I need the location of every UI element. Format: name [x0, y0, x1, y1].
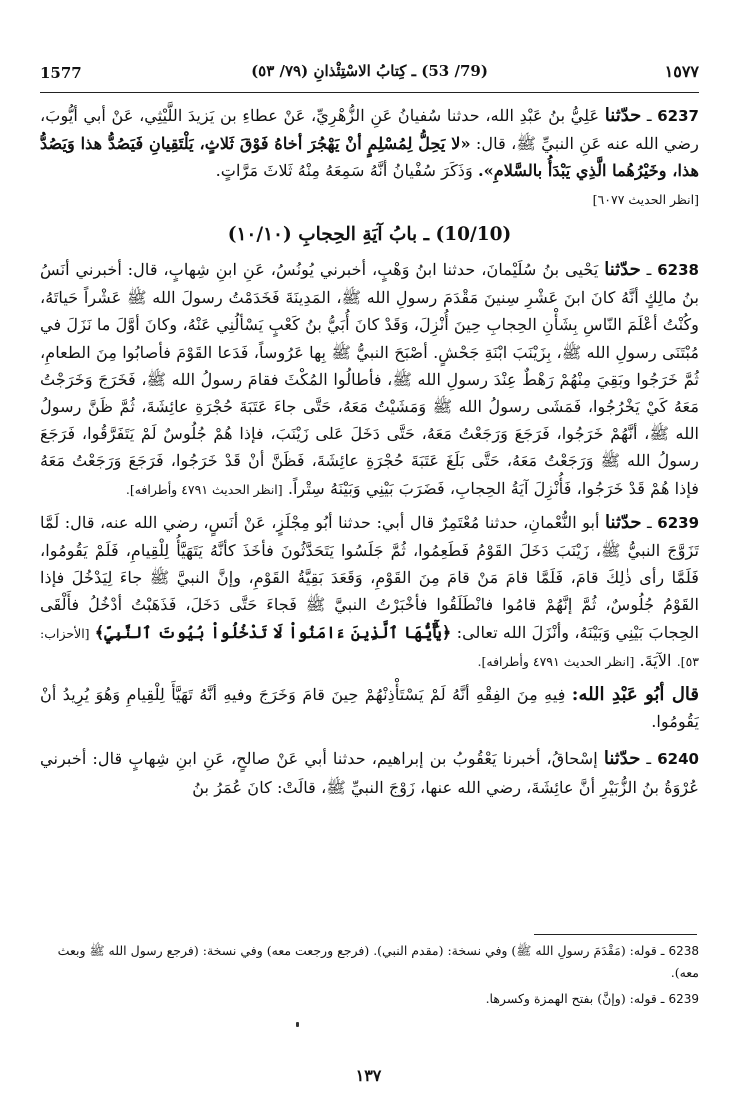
hadith-text: إسْحاقُ، أخبرنا يَعْقُوبُ بن إبراهيم، حدثنا أبي عَنْ صالحٍ، عَنِ ابنِ شِهابٍ قال: أخبرني عُرْوَةُ بنُ الزُّبَيْرِ أنَّ عائِشَةَ، رضي الله عنها، زَوْجَ النبيِّ ﷺ، قالَتْ: كانَ عُمَرُ بنُ	[40, 749, 699, 797]
isnad-text: عَلِيُّ بنُ عَبْدِ الله، حدثنا سُفيانُ عَنِ الزُّهْرِيِّ، عَنْ عطاءِ بن يَزيدَ اللَّيْثِي، عَنْ أبي أيُّوبَ، رضي الله عنه عَنِ النبيِّ ﷺ، قال:	[40, 106, 699, 154]
hadith-number: 6237	[657, 107, 699, 125]
hadith-text: يَحْيى بنُ سُلَيْمانَ، حدثنا ابنُ وَهْبٍ، أخبرني يُونُسُ، عَنِ ابنِ شِهابٍ، قال: أخبرني أنَسُ بنُ مالِكٍ أنَّهُ كانَ ابنَ عَشْرِ سِنينَ مَقْدَمَ رسولِ الله ﷺ، المَدِينَةَ فَخَدَمْتُ رسولَ الله ﷺ عَشْراً حَياتَهُ، وكُنْتُ أعْلَمَ النّاسِ بِشَأْنِ الحِجابِ حِينَ أُنْزِلَ، وَقَدْ كانَ أُبَيُّ بنُ كَعْبٍ يَسْألُنِي عَنْهُ، وكانَ أوَّلَ ما نَزَلَ في مُبْتَنَى رسولِ الله ﷺ، بِزَيْنَبَ ابْنَةِ جَحْشٍ. أصْبَحَ النبيُّ ﷺ بِها عَرُوساً، فَدَعا القَوْمَ فأصابُوا مِنَ الطعامِ، ثُمَّ خَرَجُوا وبَقِيَ مِنْهُمْ رَهْطٌ عِنْدَ رسولِ الله ﷺ، فأطالُوا المُكْثَ فقامَ رسولُ الله ﷺ، فَخَرَجَ وَخَرَجْتُ مَعَهُ كَيْ يَخْرُجُوا، فَمَشَى رسولُ الله ﷺ وَمَشَيْتُ مَعَهُ، حَتَّى جاءَ عَتَبَةَ حُجْرَةِ عائِشَةَ، ثُمَّ ظَنَّ رسولُ الله ﷺ، أنَّهُمْ خَرَجُوا، فَرَجَعَ وَرَجَعْتُ مَعَهُ، حَتَّى دَخَلَ عَلى زَيْنَبَ، فإذا هُمْ جُلُوسٌ لَمْ يَتَفَرَّقُوا، فَرَجَعَ رسولُ الله ﷺ وَرَجَعْتُ مَعَهُ، حَتَّى بَلَغَ عَتَبَةَ حُجْرَةِ عائِشَةَ، فَظَنَّ أنْ قَدْ خَرَجُوا، فَرَجَعَ وَرَجَعْتُ مَعَهُ فإذا هُمْ قَدْ خَرَجُوا، فَأُنْزِلَ آيَةُ الحِجابِ، فَضَرَبَ بَيْنِي وَبَيْنَهُ سِتْراً.	[40, 260, 699, 498]
dash: ـ	[646, 260, 652, 280]
haddathana-keyword: حدّثنا	[604, 259, 641, 281]
footer-page-number: ١٣٧	[355, 1066, 382, 1085]
hadith-tail: الآيَةَ.	[639, 650, 672, 670]
running-header	[40, 58, 699, 93]
hadith-text: أبو النُّعْمانِ، حدثنا مُعْتَمِرٌ قال أبي: حدثنا أبُو مِجْلَزٍ، عَنْ أنَسٍ، رضي الله عنه، قال: لَمَّا تَزَوَّجَ النبيُّ ﷺ، زَيْنَبَ دَخَلَ القَوْمُ فَطَعِمُوا، ثُمَّ جَلَسُوا يَتَحَدَّثُونَ فأخَذَ كأنَّهُ يَتَهَيَّأُ لِلْقِيامِ، فَلَمْ يَقُومُوا، فَلَمَّا رأى ذٰلِكَ قامَ، فَلَمَّا قامَ مَنْ قامَ مِنَ القَوْمِ، وَقَعَدَ بَقِيَّةُ القَوْمِ، وإنَّ النبيَّ ﷺ جاءَ لِيَدْخُلَ فإذا القَوْمُ جُلُوسٌ، ثُمَّ إنَّهُمْ قامُوا فانْطَلَقُوا فأخْبَرْتُ النبيَّ ﷺ فَجاءَ حَتَّى دَخَلَ، فَذَهَبْتُ أدْخُلُ فأَلْقَى الحِجابَ بَيْنِي وَبَيْنَهُ، وأنْزَلَ الله تعالى:	[40, 512, 699, 642]
footnote-number: 6238	[668, 944, 699, 958]
footnote-item	[40, 940, 699, 984]
page-number-arabic: ١٥٧٧	[664, 62, 699, 81]
note-text: فِيهِ مِنَ الفِقْهِ أنَّهُ لَمْ يَسْتَأْذِنْهُمْ حِينَ قامَ وَخَرَجَ وفيهِ أنَّهُ تَهَيَّأَ لِلْقِيامِ وَهُوَ يُرِيدُ أنْ يَقُومُوا.	[40, 685, 699, 732]
footnote-separator	[534, 934, 697, 935]
chapter-title: (10/10) ـ بابُ آيَةِ الحِجابِ (١٠/١٠)	[227, 223, 512, 245]
dash: ـ	[647, 512, 652, 532]
haddathana-keyword: حدّثنا	[603, 748, 641, 770]
footnotes	[40, 940, 699, 1014]
hadith-6238	[40, 256, 699, 503]
footnote-text: ـ قوله: (مَقْدَمَ رسولِ الله ﷺ) وفي نسخة: (مقدم النبي). (فرجع ورجعت معه) وفي نسخة: (فرجع رسول الله ﷺ وبعث معه).	[57, 943, 699, 980]
quran-verse: ﴿يَٰٓأَيُّهَا ٱلَّذِينَ ءَامَنُواْ لَا تَدْخُلُواْ بُيُوتَ ٱلنَّبِيِّ﴾	[94, 622, 452, 642]
page-number-latin: 1577	[40, 64, 82, 82]
cross-reference: [انظر الحديث ٦٠٧٧]	[592, 191, 699, 207]
cross-reference: [انظر الحديث ٤٧٩١ وأطرافه].	[477, 653, 635, 669]
author-note	[40, 681, 699, 735]
dash: ـ	[646, 106, 652, 125]
footnote-item	[40, 988, 699, 1010]
footnote-number: 6239	[668, 992, 699, 1006]
print-mark	[296, 1022, 299, 1027]
hadith-number: 6239	[657, 513, 700, 532]
hadith-number: 6238	[657, 261, 699, 280]
dash: ـ	[646, 749, 652, 769]
hadith-number: 6240	[657, 750, 699, 769]
hadith-quote: «لا يَحِلُّ لِمُسْلِمٍ أنْ يَهْجُرَ أخاهُ فَوْقَ ثَلاثٍ، يَلْتَقِيانِ فَيَصُدُّ هذا وَيَصُدُّ هذا، وخَيْرُهُما الَّذِي يَبْدَأُ بالسَّلامِ».	[40, 134, 699, 181]
hadith-6239	[40, 509, 699, 675]
main-text	[40, 102, 699, 807]
running-title: (79/ 53) ـ كِتابُ الاسْتِئْذانِ (٧٩/ ٥٣)	[251, 62, 488, 80]
cross-reference: [انظر الحديث ٤٧٩١ وأطرافه].	[125, 481, 283, 497]
verse-reference: [الأحزاب: ٥٣].	[40, 625, 699, 669]
haddathana-keyword: حدّثنا	[604, 105, 642, 126]
haddathana-keyword: حدّثنا	[605, 511, 642, 533]
footnote-text: ـ قوله: (وإنَّ) بفتح الهمزة وكسرها.	[485, 991, 665, 1006]
hadith-tail: وَذَكَرَ سُفْيانُ أنَّهُ سَمِعَهُ مِنْهُ ثَلاثَ مَرَّاتٍ.	[215, 161, 473, 181]
hadith-6240	[40, 745, 699, 800]
hadith-6237	[40, 102, 699, 213]
note-label: قال أبُو عَبْدِ الله:	[571, 684, 699, 706]
